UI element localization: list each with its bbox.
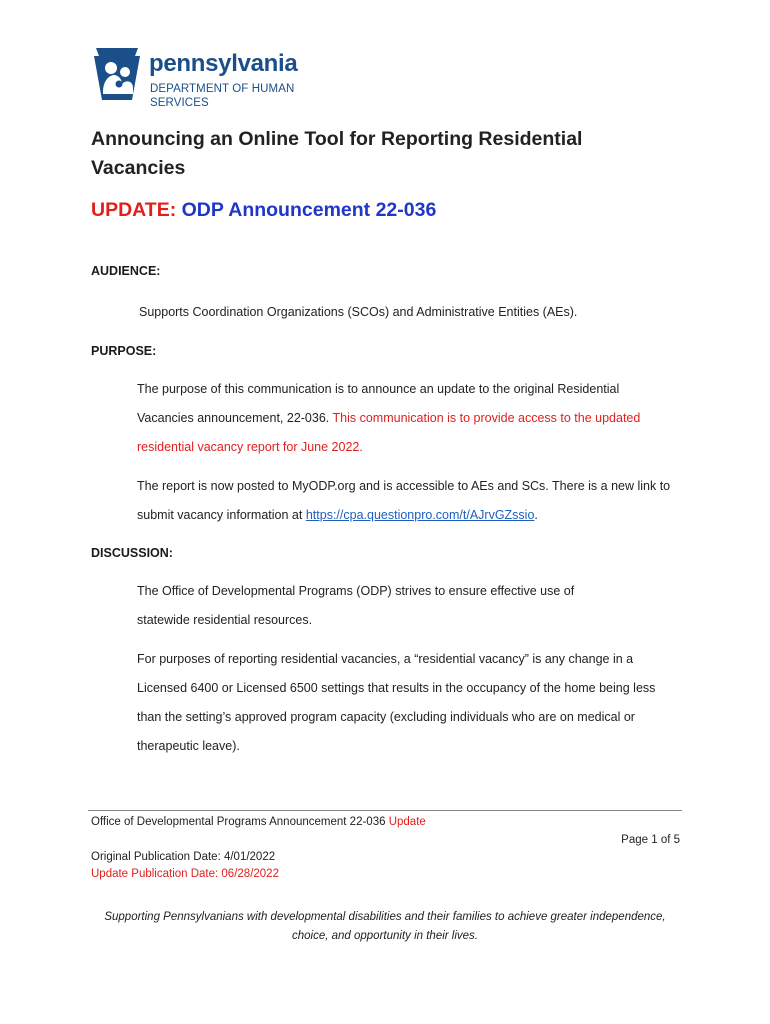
purpose-text: The purpose of this communication is to announce an update to the original Residential Vacancies announcement, 22-036. (137, 382, 620, 425)
update-publication-date (91, 866, 279, 882)
vacancy-submit-link[interactable]: https://cpa.questionpro.com/t/AJrvGZssio (305, 508, 535, 522)
footer-divider (88, 810, 682, 811)
footer-office-line (91, 814, 426, 830)
page-title: Announcing an Online Tool for Reporting Residential Vacancies (91, 128, 583, 179)
discussion-paragraph-2: For purposes of reporting residential vacancies, a “residential vacancy” is any change in a Licensed 6400 or Licensed 6500 settings that results in the occupancy of the home being less than the setting’s approved program capacity (excluding individuals who are on medical or therapeutic leave). (137, 652, 656, 753)
dhs-logo (92, 46, 352, 109)
original-publication-date: Original Publication Date: 4/01/2022 (91, 851, 276, 863)
department-name: DEPARTMENT OF HUMAN SERVICES (150, 83, 295, 109)
keystone-family-icon (92, 46, 142, 102)
footer-update-tag: Update (388, 816, 426, 828)
update-prefix: UPDATE: (91, 199, 177, 221)
page-number: Page 1 of 5 (621, 834, 680, 846)
discussion-paragraph-1: The Office of Developmental Programs (ODP) strives to ensure effective use of statewide residential resources. (137, 584, 575, 627)
brand-name: pennsylvania (149, 50, 298, 77)
audience-text: Supports Coordination Organizations (SCOs) and Administrative Entities (AEs). (139, 305, 578, 319)
report-end: . (534, 508, 538, 522)
footer-tagline: Supporting Pennsylvanians with developmental disabilities and their families to achieve greater independence, choice, and opportunity in their lives. (104, 911, 666, 942)
purpose-paragraph-2 (137, 472, 677, 530)
purpose-highlight: This communication is to provide access to the updated residential vacancy report for June 2022. (137, 411, 641, 454)
discussion-label: DISCUSSION: (91, 546, 173, 560)
audience-label: AUDIENCE: (91, 264, 161, 278)
update-publication-date-text: Update Publication Date: 06/28/2022 (91, 868, 279, 880)
report-text: The report is now posted to MyODP.org and is accessible to AEs and SCs. There is a new link to submit vacancy information at (137, 479, 671, 522)
purpose-paragraph-1 (137, 375, 677, 462)
update-heading (91, 196, 436, 224)
announcement-number: ODP Announcement 22-036 (181, 199, 437, 221)
purpose-label: PURPOSE: (91, 344, 157, 358)
footer-office-text: Office of Developmental Programs Announcement 22-036 (91, 816, 386, 828)
